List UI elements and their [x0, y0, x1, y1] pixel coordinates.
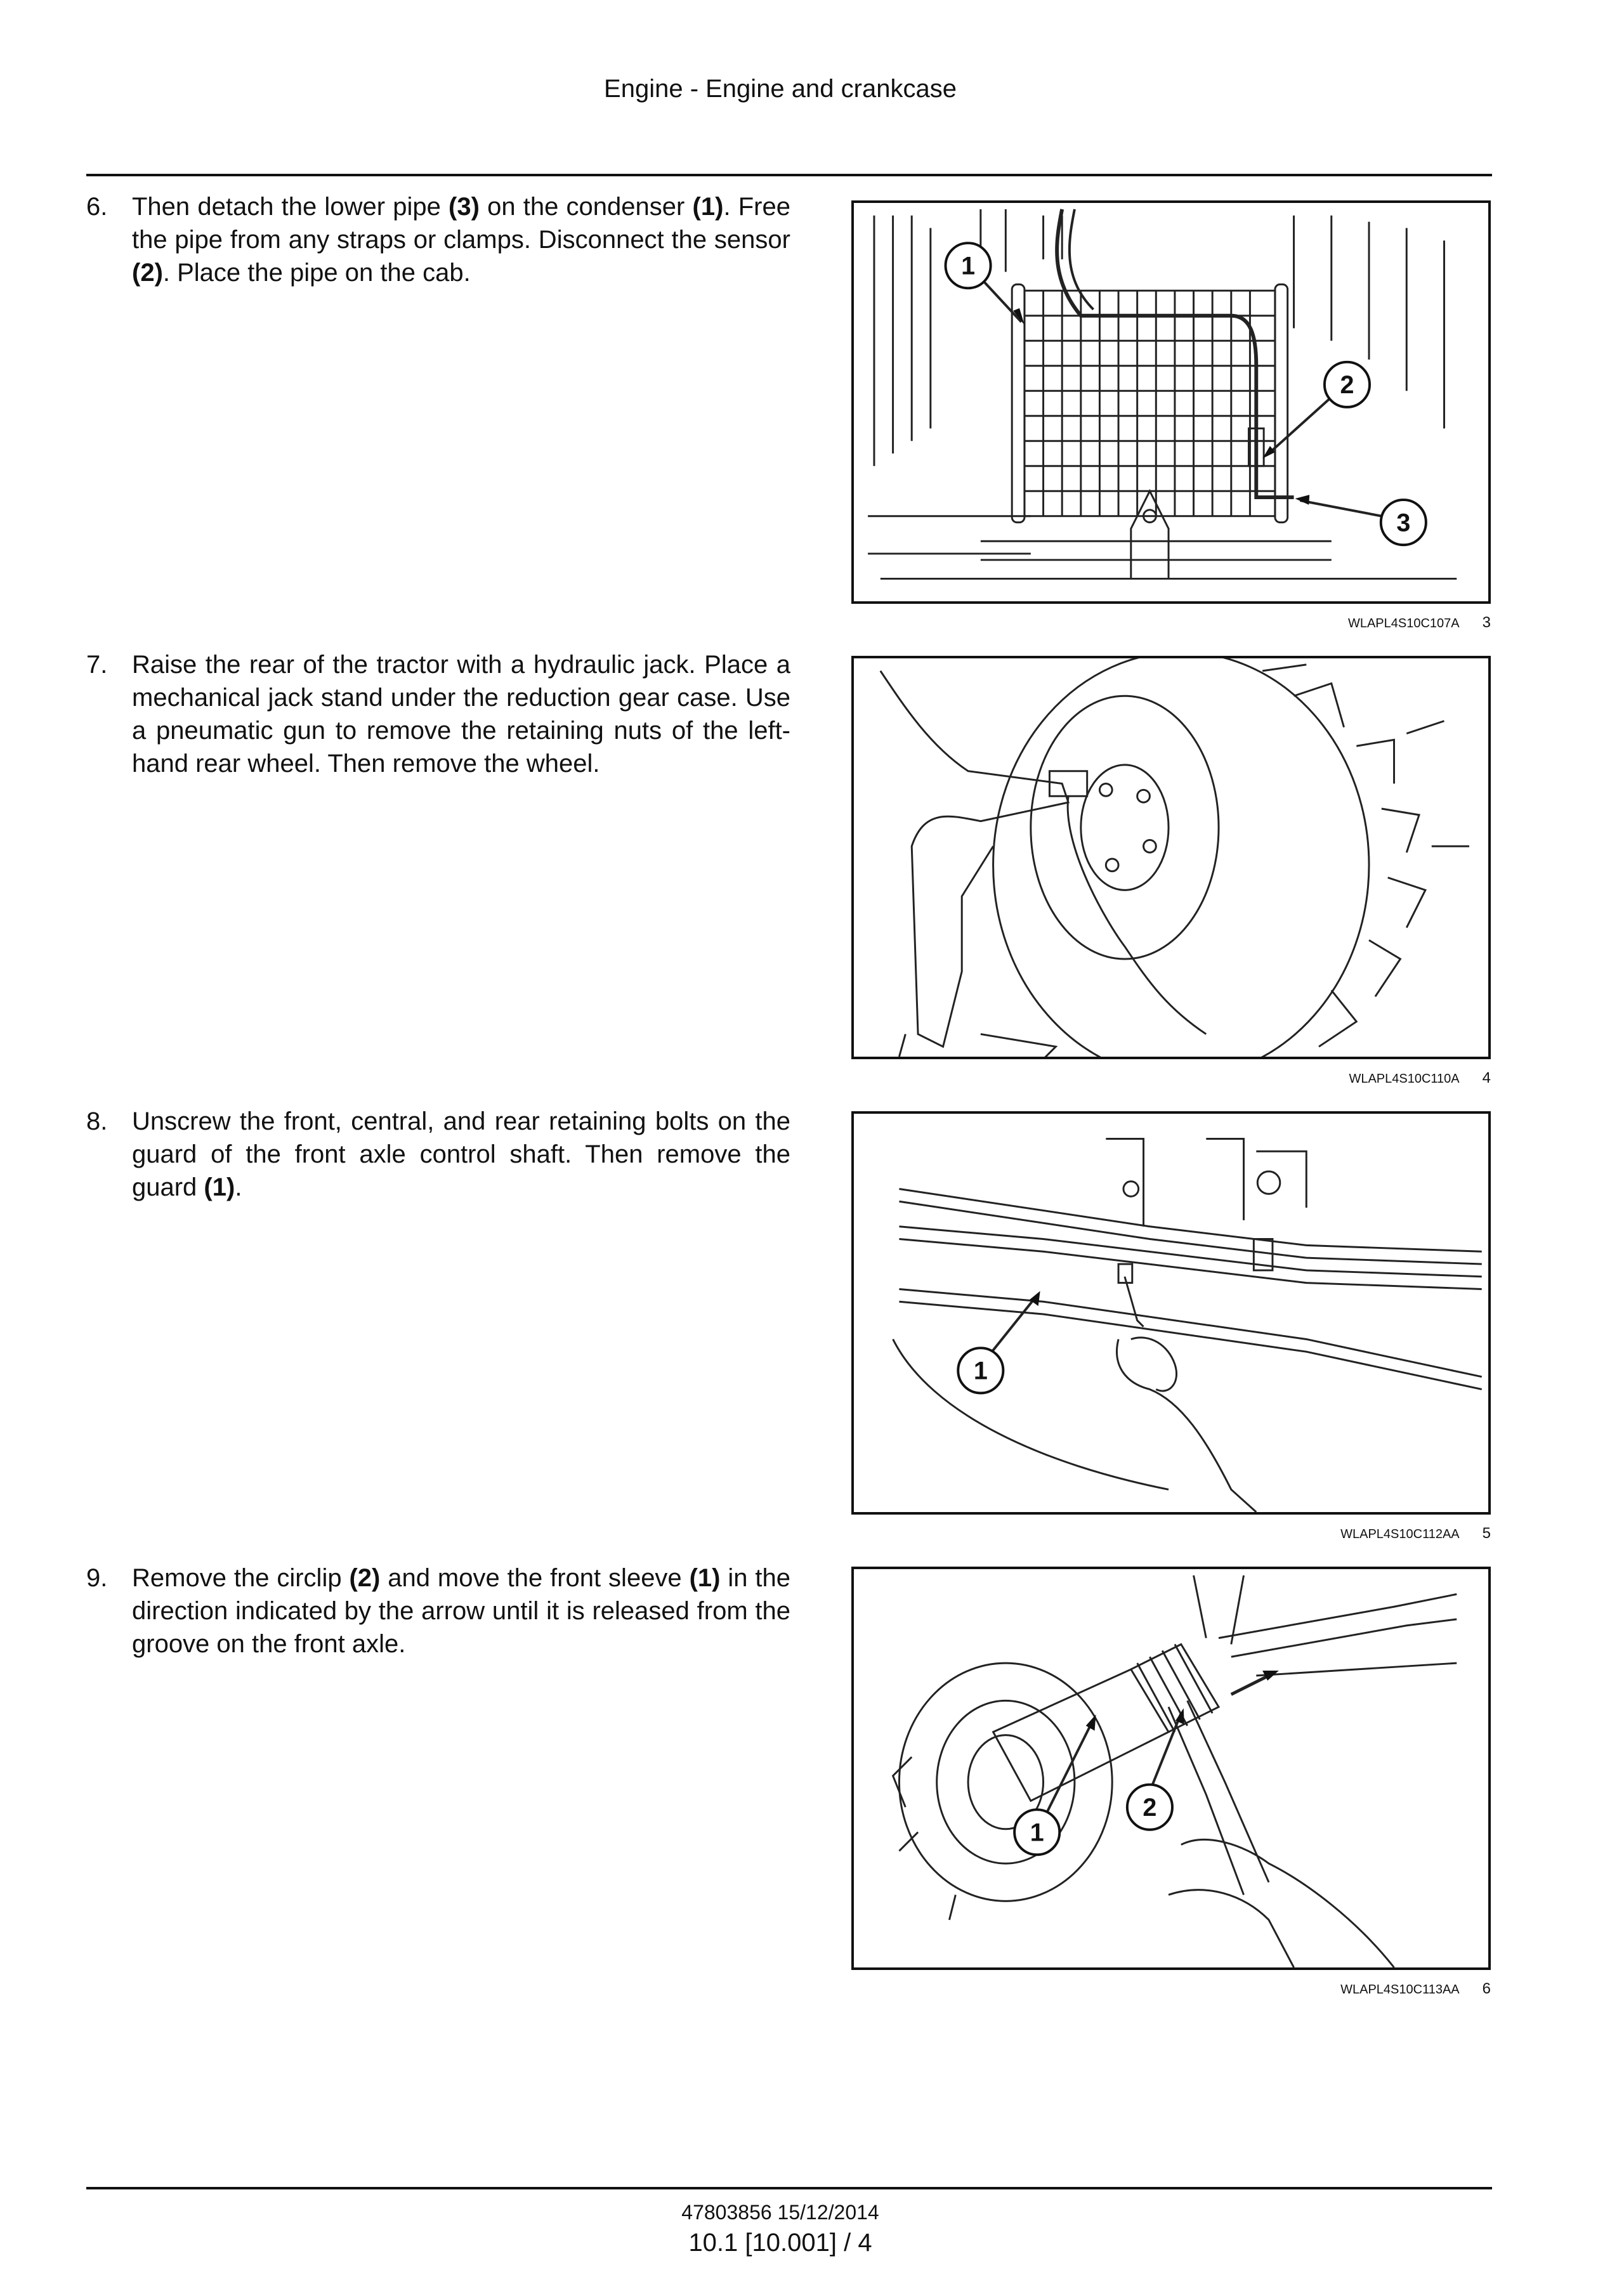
figure-code: WLAPL4S10C107A: [1347, 616, 1460, 630]
step-9: [86, 1562, 790, 1660]
figure-rear-wheel: [851, 656, 1491, 1059]
figure-caption: [851, 1069, 1491, 1087]
callout-1: 1: [973, 1357, 988, 1385]
figure-number: 5: [1482, 1525, 1491, 1542]
condenser-illustration: [854, 203, 1488, 601]
step-number: 8.: [86, 1107, 108, 1135]
figure-number: 4: [1482, 1069, 1491, 1086]
figure-condenser: [851, 200, 1491, 604]
figure-caption: [851, 614, 1491, 632]
step-text: Raise the rear of the tractor with a hydraulic jack. Place a mechanical jack stand under the reduction gear case. Use a pneumatic gun to remove the retaining nuts of the left-hand rear wheel. Then remove the wheel.: [132, 651, 790, 778]
figure-code: WLAPL4S10C113AA: [1340, 1983, 1460, 1997]
footer-page-reference: 10.1 [10.001] / 4: [688, 2229, 872, 2257]
figure-number: 3: [1482, 614, 1491, 631]
figure-caption: [851, 1980, 1491, 1998]
step-number: 6.: [86, 193, 108, 221]
rear-wheel-illustration: [854, 658, 1488, 1057]
callout-2: 2: [1143, 1794, 1157, 1822]
figure-number: 6: [1482, 1980, 1491, 1997]
step-7: [86, 648, 790, 780]
footer-rule: [86, 2187, 1492, 2189]
step-8: [86, 1105, 790, 1204]
figure-axle-guard: [851, 1111, 1491, 1515]
step-number: 7.: [86, 651, 108, 679]
step-number: 9.: [86, 1564, 108, 1592]
front-sleeve-illustration: [854, 1569, 1488, 1967]
callout-1: 1: [1030, 1818, 1044, 1847]
header-rule: [86, 174, 1492, 176]
step-text: Unscrew the front, central, and rear retaining bolts on the guard of the front axle control shaft. Then remove the guard (1).: [132, 1107, 790, 1201]
figure-caption: [851, 1525, 1491, 1543]
footer-document-id: 47803856 15/12/2014: [681, 2201, 879, 2224]
page-header-title: Engine - Engine and crankcase: [604, 75, 957, 103]
callout-1: 1: [961, 252, 976, 280]
callout-2: 2: [1340, 371, 1354, 400]
step-text: Remove the circlip (2) and move the front sleeve (1) in the direction indicated by the arrow until it is released from the groove on the front axle.: [132, 1564, 791, 1658]
step-6: [86, 190, 790, 289]
callout-3: 3: [1396, 509, 1411, 537]
axle-guard-illustration: [854, 1114, 1488, 1512]
figure-front-sleeve: [851, 1567, 1491, 1970]
figure-code: WLAPL4S10C110A: [1349, 1072, 1460, 1086]
step-text: Then detach the lower pipe (3) on the condenser (1). Free the pipe from any straps or clamps. Disconnect the sensor (2). Place the pipe on the cab.: [132, 193, 790, 287]
figure-code: WLAPL4S10C112AA: [1340, 1527, 1460, 1541]
